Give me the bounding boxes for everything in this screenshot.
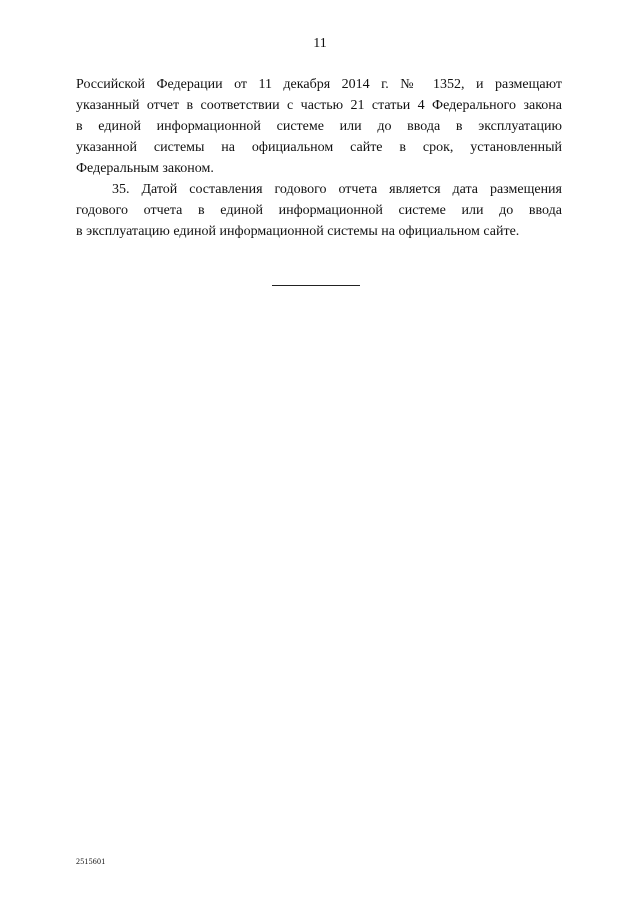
text-line: в единой информационной системе или до ввода в эксплуатацию	[76, 119, 562, 134]
text-line: указанной системы на официальном сайте в срок, установленный	[76, 140, 562, 155]
text-line: в эксплуатацию единой информационной системы на официальном сайте.	[76, 224, 520, 239]
text-line: 35. Датой составления годового отчета является дата размещения	[112, 182, 562, 197]
text-line: Федеральным законом.	[76, 161, 214, 176]
paragraph-35	[76, 179, 562, 242]
text-line: Российской Федерации от 11 декабря 2014 г. № 1352, и размещают	[76, 77, 562, 92]
text-line: указанный отчет в соответствии с частью 21 статьи 4 Федерального закона	[76, 98, 562, 113]
end-of-text-rule	[272, 285, 360, 286]
paragraph-continuation	[76, 74, 562, 179]
body-text	[76, 74, 562, 242]
document-code: 2515601	[76, 857, 106, 866]
page-number: 11	[313, 36, 327, 51]
text-line: годового отчета в единой информационной системе или до ввода	[76, 203, 562, 218]
